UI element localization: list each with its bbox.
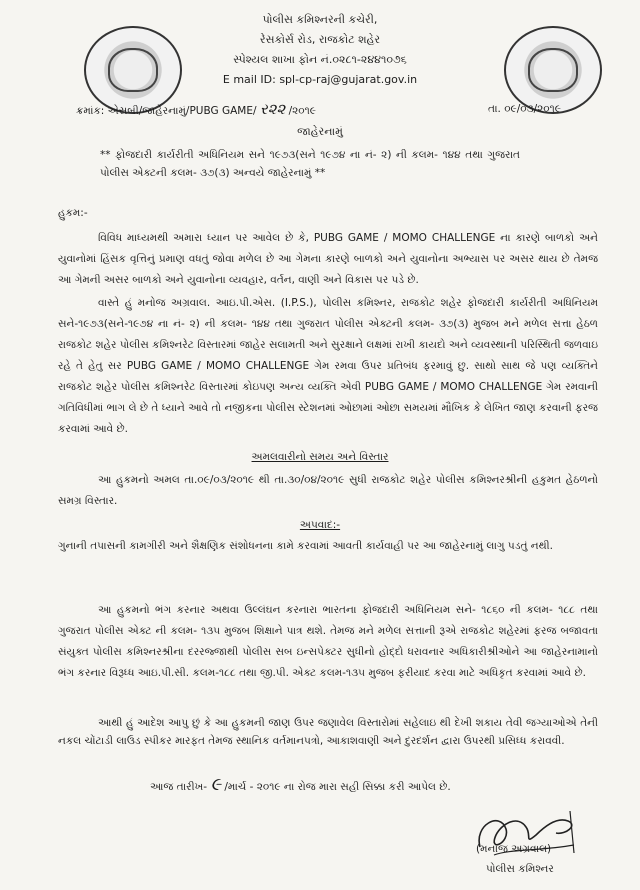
dated-handwritten-day: ૯: [210, 774, 222, 795]
office-name: પોલીસ કમિશ્નરની કચેરી,: [262, 13, 378, 26]
exception-heading: અપવાદ:-: [299, 519, 341, 531]
dated-line: [150, 774, 451, 795]
paragraph-period: આ હુકમનો અમલ તા.૦૯/૦૩/૨૦૧૯ થી તા.૩૦/૦૪/૨૦૧૯ સુધી રાજકોટ શહેર પોલીસ કમિશ્નરશ્રીની હકુમત હેઠળનો સમગ્ર વિસ્તાર.: [58, 474, 598, 507]
dated-prefix: આજ તારીખ-: [150, 781, 208, 793]
paragraph-publication: આથી હું આદેશ આપુ છું કે આ હુકમની જાણ ઉપર જણાવેલ વિસ્તારોમાં સહેલાઇ થી દેખી શકાય તેવી જગ્યાઓએ તેની નકલ ચોંટાડી લાઉડ સ્પીકર મારફત તેમજ સ્થાનિક વર્તમાનપત્રો, આકાશવાણી અને દુરદર્શન દ્વારા ઉપરથી પ્રસિધ્ધ કરાવવી.: [58, 717, 598, 747]
reference-label: ક્રમાંક: એસબી/જાહેરનામું/PUBG GAME/: [76, 105, 257, 117]
reference-year: /૨૦૧૯: [288, 105, 316, 117]
paragraph-exception: ગુનાની તપાસની કામગીરી અને શૈક્ષણિક સંશોધનના કામે કરવામાં આવતી કાર્યવાહી પર આ જાહેરનામું લાગુ પડતું નથી.: [58, 540, 554, 552]
paragraph-penalty: આ હુકમનો ભંગ કરનાર અથવા ઉલ્લંઘન કરનારા ભારતના ફોજદારી અધિનિયમ સને- ૧૮૬૦ ની કલમ- ૧૮૮ તથા ગુજરાત પોલીસ એક્ટ ની કલમ- ૧૩૫ મુજબ શિક્ષાને પાત્ર થશે. તેમજ મને મળેલ સત્તાની રૂએ રાજકોટ શહેરમાં ફરજ બજાવતા સંયુક્ત પોલીસ કમિશ્નરશ્રીના દરરજ્જાથી પોલીસ સબ ઇન્સપેક્ટર સુધીનો હોદ્દો ધરાવનાર અધિકારીશ્રીઓને આ જાહેરનામાનો ભંગ કરનાર વિરૂધ્ધ આઇ.પી.સી. કલમ-૧૮૮ તથા જી.પી. એક્ટ કલમ-૧૩૫ મુજબ ફરીયાદ કરવા માટે અધિકૃત કરવામાં આવે છે.: [58, 604, 598, 679]
notice-subject: ** ફોજદારી કાર્યરીતી અધિનિયમ સને ૧૯૭૩(સને ૧૯૭૪ ના નં- ૨) ની કલમ- ૧૪૪ તથા ગુજરાત પોલીસ એક્ટની કલમ- ૩૭(૩) અન્વયે જાહેરનામું **: [100, 149, 520, 179]
office-address: રેસકોર્સ રોડ, રાજકોટ શહેર: [259, 33, 381, 46]
office-email: E mail ID: spl-cp-raj@gujarat.gov.in: [222, 73, 418, 86]
signatory-name: (મનોજ અગ્રવાલ): [476, 843, 552, 855]
period-heading: અમલવારીનો સમય અને વિસ્તાર: [251, 451, 389, 463]
paragraph-concern: વિવિધ માધ્યમથી અમારા ધ્યાન પર આવેલ છે કે, PUBG GAME / MOMO CHALLENGE ના કારણે બાળકો અને યુવાનોમાં હિંસક વૃત્તિનું પ્રમાણ વધતું જોવા મળેલ છે આ ગેમના કારણે બાળકો અને યુવાનોના અભ્યાસ પર અસર થાય છે તેમજ આ ગેમની અસર બાળકો અને યુવાનોના વ્યવહાર, વર્તન, વાણી અને વિકાસ પર પડે છે.: [58, 232, 598, 286]
order-label: હુકમ:-: [58, 207, 88, 219]
signatory-title: પોલીસ કમિશ્નર: [486, 863, 554, 875]
paragraph-prohibition: વાસ્તે હું મનોજ અગ્રવાલ. આઇ.પી.એસ. (I.P.S.), પોલીસ કમિશ્નર, રાજકોટ શહેર ફોજદારી કાર્યરીતી અધિનિયમ સને-૧૯૭૩(સને-૧૯૭૪ ના નં- ૨) ની કલમ- ૧૪૪ તથા ગુજરાત પોલીસ એક્ટની કલમ- ૩૭(૩) મુજબ મને મળેલ સત્તા હેઠળ રાજકોટ શહેર પોલીસ કમિશ્નરેટ વિસ્તારમાં જાહેર સલામતી અને સુરક્ષાને લક્ષમાં રાખી કાયદો અને વ્યવસ્થાની પરિસ્થિતી જળવાઇ રહે તે હેતુ સર PUBG GAME / MOMO CHALLENGE ગેમ રમવા ઉપર પ્રતિબંધ ફરમાવું છુ. સાથો સાથ જે પણ વ્યક્તિને રાજકોટ શહેર પોલીસ કમિશ્નરેટ વિસ્તારમાં કોઇપણ અન્ય વ્યક્તિ એવી PUBG GAME / MOMO CHALLENGE ગેમ રમવાની ગતિવિધીમાં ભાગ લે છે તે ધ્યાને આવે તો નજીકના પોલીસ સ્ટેશનમાં ઓછામાં ઓછા સમયમાં મૌખિક કે લેખિત જાણ કરવાની ફરજ કરવામાં આવે છે.: [58, 297, 598, 435]
notice-title: જાહેરનામું: [297, 125, 343, 138]
reference-date: તા. ૦૯/૦૩/૨૦૧૯: [488, 103, 561, 115]
office-phone: સ્પેશ્યલ શાખા ફોન નં.૦૨૮૧-૨૪૪૧૦૭૬: [233, 53, 407, 66]
reference-handwritten-number: ર૨૨: [259, 100, 286, 118]
reference-number: [76, 102, 316, 118]
signature-icon: [470, 805, 590, 865]
dated-suffix: /માર્ચ - ૨૦૧૯ ના રોજ મારા સહી સિક્કા કરી આપેલ છે.: [224, 781, 451, 793]
